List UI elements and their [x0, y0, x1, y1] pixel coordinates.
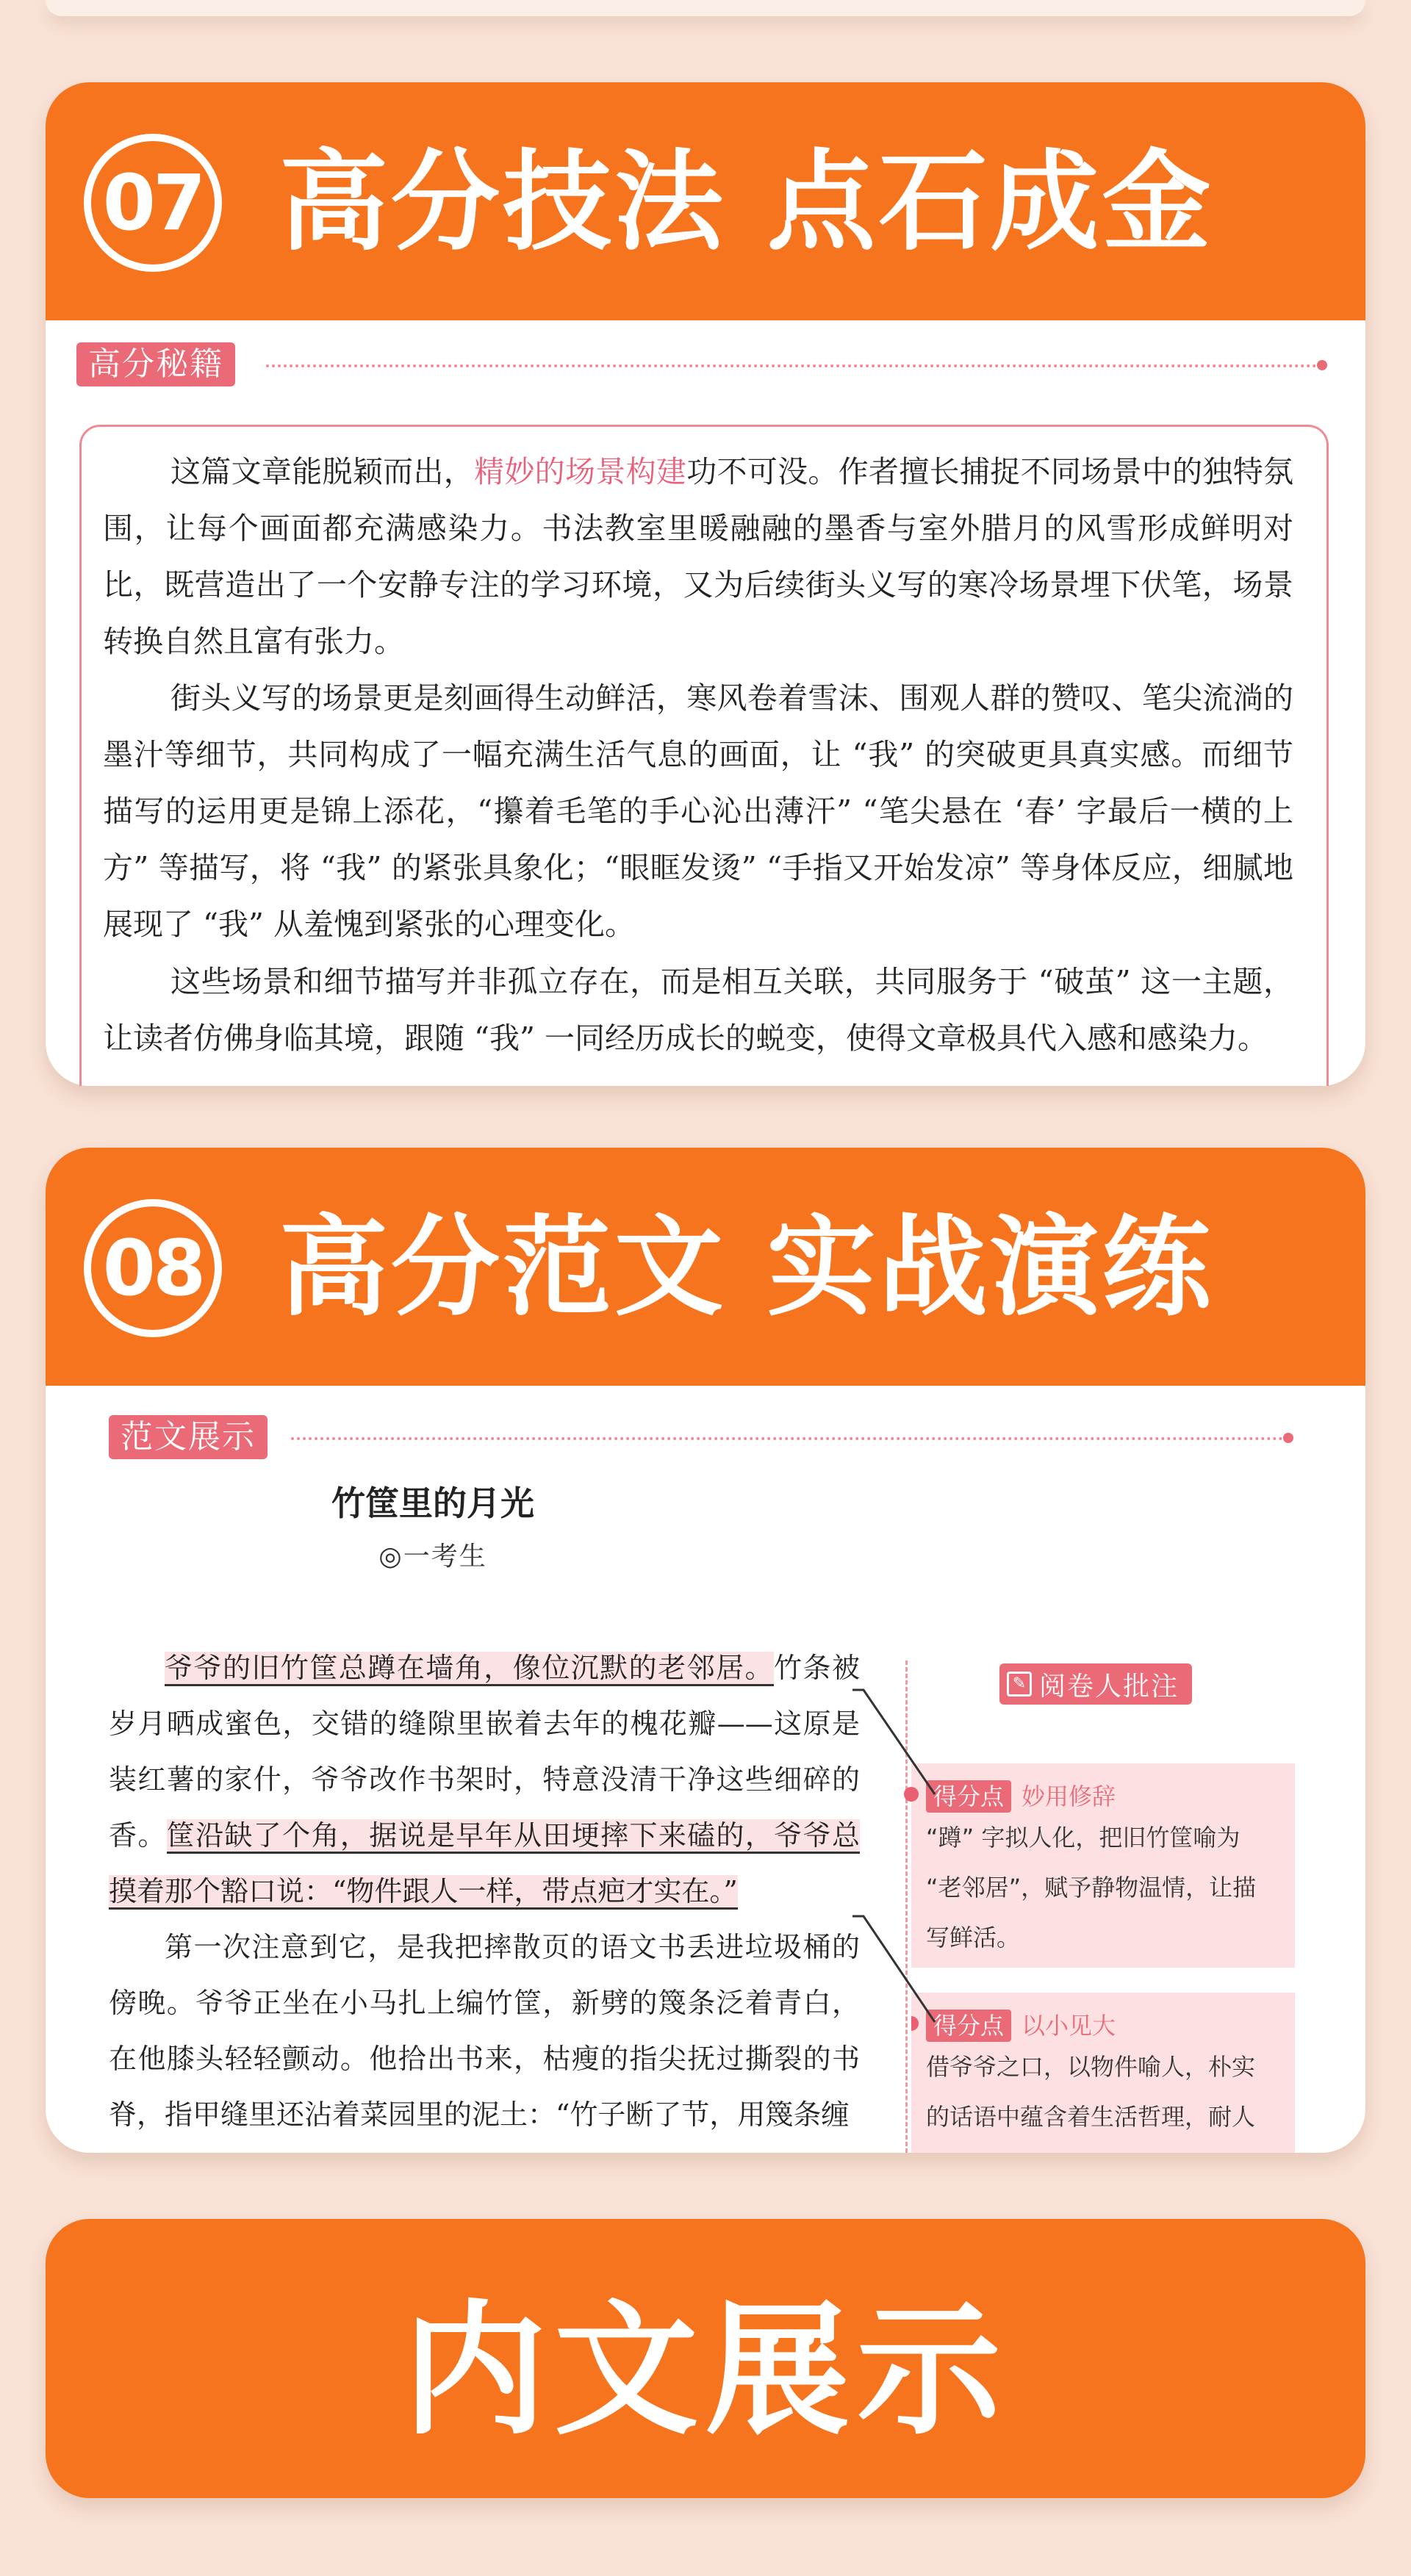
essay-paragraph-2: 第一次注意到它，是我把摔散页的语文书丢进垃圾桶的傍晚。爷爷正坐在小马扎上编竹筐，新劈的篾条泛着青白，在他膝头轻轻颤动。他拾出书来，枯瘦的指尖抚过撕裂的书脊，指甲缝里还沾着菜园里的泥土：“竹子断了节，用篾条缠	[109, 1931, 860, 2131]
section-08-tag: 范文展示	[109, 1415, 268, 1459]
annotation-note-1	[911, 1763, 1295, 1968]
essay-title: 竹筐里的月光	[331, 1483, 534, 1523]
annotation-heading: 以小见大	[1022, 2012, 1116, 2040]
annotation-body: 借爷爷之口，以物件喻人，朴实的话语中蕴含着生活哲理，耐人	[926, 2053, 1256, 2131]
tag-rule-end-dot	[1283, 1433, 1293, 1443]
analysis-paragraph-3: 这些场景和细节描写并非孤立存在，而是相互关联，共同服务于 “破茧” 这一主题，让读者仿佛身临其境，跟随 “我” 一同经历成长的蜕变，使得文章极具代入感和感染力。	[103, 964, 1293, 1056]
tag-dotted-rule	[291, 1437, 1283, 1440]
section-08-header	[46, 1148, 1365, 1386]
essay-text-1: 竹条被岁月晒成蜜色，交错的缝隙里嵌着去年的槐花瓣——这原是装红薯的家什，爷爷改作书架时，特意没清干净这些细碎的香。	[109, 1652, 860, 1852]
essay-underlined-sentence-2: 筐沿缺了个角，据说是早年从田埂摔下来磕的，爷爷总摸着那个豁口说：“物件跟人一样，带点疤才实在。”	[109, 1819, 860, 1910]
banner-title: 内文展示	[402, 2287, 1008, 2455]
section-08-title: 高分范文 实战演练	[279, 1204, 1214, 1331]
reviewer-comments-label: 阅卷人批注	[1039, 1671, 1180, 1702]
analysis-paragraph-1-text-a: 这篇文章能脱颖而出，	[170, 454, 475, 489]
edit-icon: ✎	[1007, 1672, 1032, 1697]
annotation-marker	[904, 1787, 919, 1802]
previous-card-edge	[46, 0, 1365, 16]
section-07-tag: 高分秘籍	[76, 342, 235, 386]
annotation-heading: 妙用修辞	[1022, 1782, 1116, 1810]
section-07-title: 高分技法 点石成金	[279, 139, 1214, 265]
tag-dotted-rule	[266, 364, 1317, 367]
content-showcase-banner	[46, 2219, 1365, 2498]
analysis-paragraph-1-text-b: 功不可没。作者擅长捕捉不同场景中的独特氛围，让每个画面都充满感染力。书法教室里暖融融的墨香与室外腊月的风雪形成鲜明对比，既营造出了一个安静专注的学习环境，又为后续街头义写的寒冷场景埋下伏笔，场景转换自然且富有张力。	[103, 454, 1294, 659]
reviewer-comments-badge	[999, 1663, 1192, 1705]
annotation-divider	[905, 1661, 908, 2153]
section-07-header	[46, 82, 1365, 320]
score-point-badge: 得分点	[926, 2010, 1011, 2042]
essay-underlined-sentence-1: 爷爷的旧竹筐总蹲在墙角，像位沉默的老邻居。	[165, 1652, 774, 1686]
annotation-note-2	[911, 1993, 1295, 2153]
score-point-badge: 得分点	[926, 1780, 1011, 1813]
analysis-highlight: 精妙的场景构建	[474, 454, 687, 489]
section-08-number: 08	[84, 1199, 222, 1337]
essay-body	[109, 1640, 860, 2147]
section-07-number: 07	[84, 134, 222, 272]
tag-rule-end-dot	[1317, 360, 1327, 370]
annotation-body: “蹲” 字拟人化，把旧竹筐喻为 “老邻居”，赋予静物温情，让描写鲜活。	[926, 1824, 1257, 1951]
essay-author: ◎一考生	[378, 1541, 487, 1572]
analysis-paragraph-1	[103, 444, 1293, 670]
analysis-paragraph-2: 街头义写的场景更是刻画得生动鲜活，寒风卷着雪沫、围观人群的赞叹、笔尖流淌的墨汁等细节，共同构成了一幅充满生活气息的画面，让 “我” 的突破更具真实感。而细节描写的运用更是锦上添花，“攥着毛笔的手心沁出薄汗” “笔尖悬在 ‘春’ 字最后一横的上方” 等描写，将 “我” 的紧张具象化；“眼眶发烫” “手指又开始发凉” 等身体反应，细腻地展现了 “我” 从羞愧到紧张的心理变化。	[103, 680, 1293, 942]
annotation-marker	[911, 2016, 919, 2031]
